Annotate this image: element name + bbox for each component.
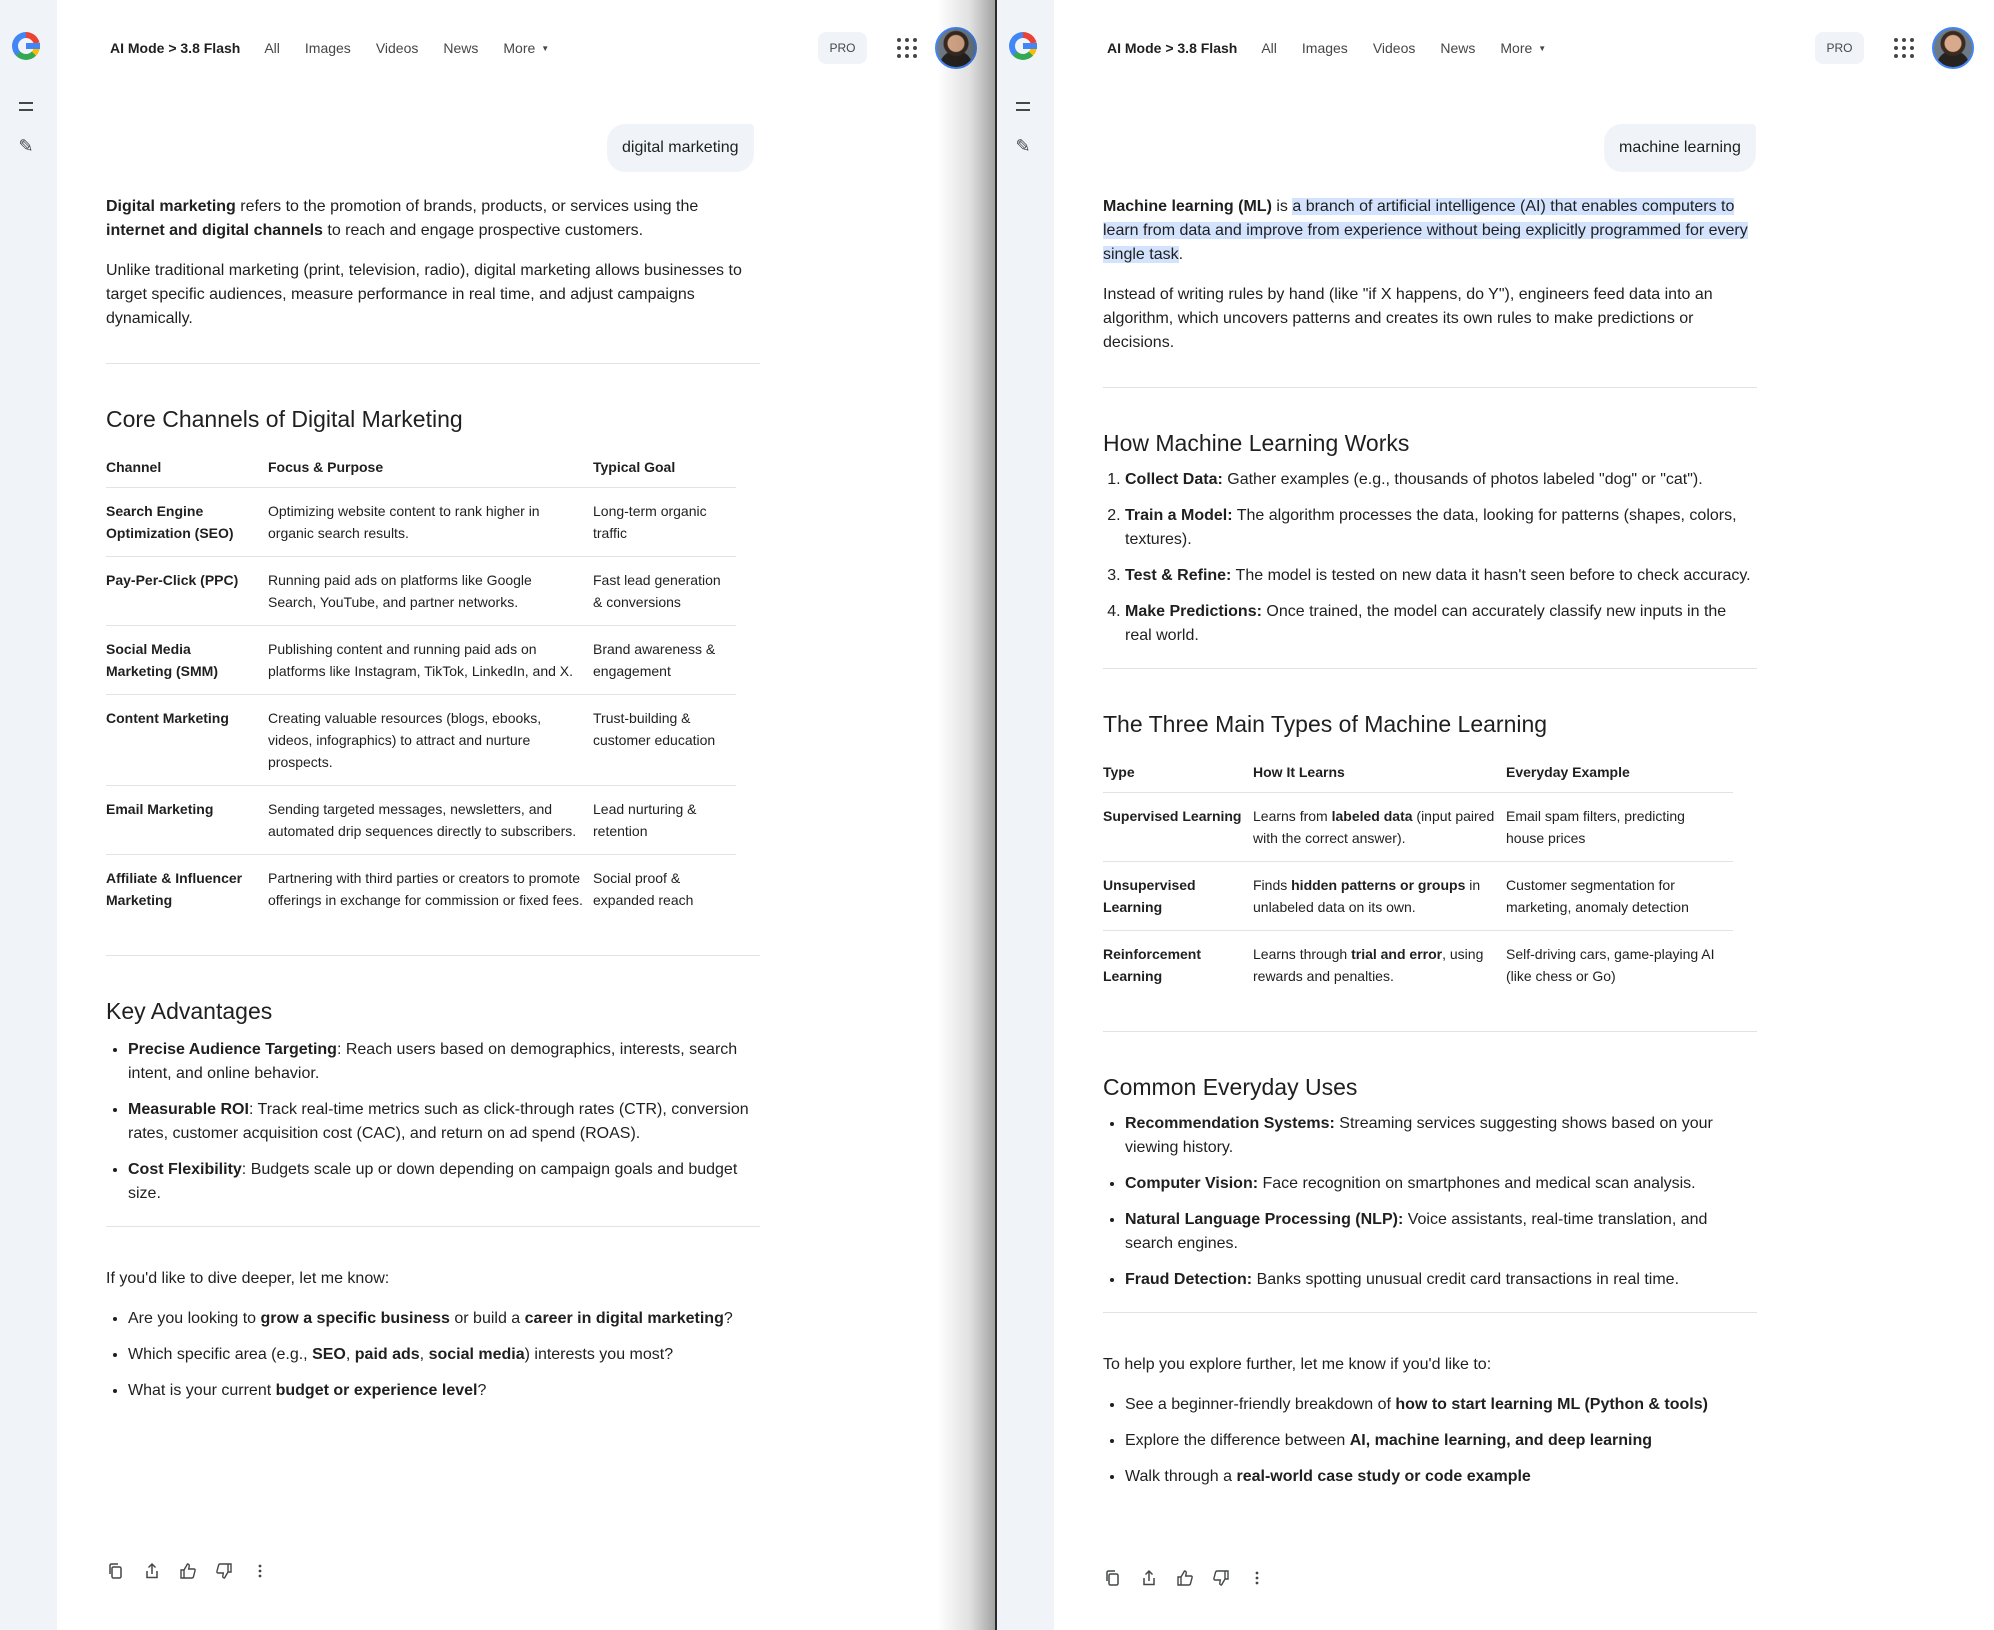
divider [1103,1031,1757,1032]
divider [1103,668,1757,669]
caret-down-icon: ▼ [1538,43,1547,53]
user-query-bubble: digital marketing [607,124,754,172]
caret-down-icon: ▼ [541,43,550,53]
intro-paragraph-2: Unlike traditional marketing (print, television, radio), digital marketing allows businesses to target specific audiences, measure performance in real time, and adjust campaigns dynamically. [106,262,742,327]
tab-more-label: More [503,40,536,56]
tab-videos[interactable]: Videos [375,40,419,56]
intro-paragraph: Machine learning (ML) is a branch of artificial intelligence (AI) that enables computers to learn from data and improve from experience without being explicitly programmed for every single task. [1103,198,1748,263]
tab-images[interactable]: Images [1301,40,1348,56]
new-chat-icon[interactable]: ✎ [18,135,34,156]
more-vert-icon[interactable] [1246,1567,1268,1589]
answer-content [106,195,760,1415]
tab-videos[interactable]: Videos [1372,40,1416,56]
copy-icon[interactable] [105,1560,127,1582]
list-item: • Walk through a real-world case study or code example [1125,1465,1757,1489]
table-row: Supervised Learning Learns from labeled data (input paired with the correct answer). Email spam filters, predicting house prices [1103,793,1733,862]
section-heading: Common Everyday Uses [1103,1074,1358,1100]
thumbs-down-icon[interactable] [1210,1567,1232,1589]
highlighted-definition: a branch of artificial intelligence (AI) that enables computers to learn from data and improve from experience without being explicitly programmed for every single task [1103,198,1748,263]
tab-all[interactable]: All [264,40,280,56]
list-item: • Measurable ROI: Track real-time metrics such as click-through rates (CTR), conversion rates, customer acquisition cost (CAC), and return on ad spend (ROAS). [128,1098,760,1146]
advantages-list [128,1038,760,1206]
divider [106,1226,760,1227]
list-item: • Which specific area (e.g., SEO, paid ads, social media) interests you most? [128,1343,760,1367]
tab-news[interactable]: News [1440,40,1476,56]
table-row: Pay-Per-Click (PPC) Running paid ads on platforms like Google Search, YouTube, and partner networks. Fast lead generation & conversions [106,557,736,626]
avatar[interactable] [1932,27,1974,69]
mode-breadcrumb[interactable]: AI Mode > 3.8 Flash [1107,40,1238,56]
channels-table [106,456,736,923]
tab-news[interactable]: News [443,40,479,56]
google-logo-icon[interactable] [12,32,40,60]
new-chat-icon[interactable]: ✎ [1015,135,1031,156]
table-row: Unsupervised Learning Finds hidden patterns or groups in unlabeled data on its own. Customer segmentation for marketing, anomaly detection [1103,862,1733,931]
answer-content [1103,195,1757,1501]
table-row: Reinforcement Learning Learns through trial and error, using rewards and penalties. Self-driving cars, game-playing AI (like chess or Go) [1103,946,1715,984]
followup-list [1125,1393,1757,1489]
tab-images[interactable]: Images [304,40,351,56]
list-item: 1. Collect Data: Gather examples (e.g., thousands of photos labeled "dog" or "cat"). [1125,468,1757,492]
response-actions [105,1560,271,1582]
table-row: Email Marketing Sending targeted messages, newsletters, and automated drip sequences directly to subscribers. Lead nurturing & retention [106,786,736,855]
table-header-row: Channel Focus & Purpose Typical Goal [106,456,736,488]
tab-more[interactable] [1500,40,1546,56]
copy-icon[interactable] [1102,1567,1124,1589]
divider [1103,1312,1757,1313]
side-rail [0,0,57,1630]
uses-list [1125,1112,1757,1292]
divider [1103,387,1757,388]
mode-breadcrumb[interactable]: AI Mode > 3.8 Flash [110,40,241,56]
list-item: • Cost Flexibility: Budgets scale up or down depending on campaign goals and budget size. [128,1158,760,1206]
list-item: • Computer Vision: Face recognition on smartphones and medical scan analysis. [1125,1172,1757,1196]
list-item: • Natural Language Processing (NLP): Voice assistants, real-time translation, and search engines. [1125,1208,1757,1256]
pro-badge[interactable]: PRO [1815,32,1864,64]
right-window [997,0,1994,1630]
list-item: • Are you looking to grow a specific business or build a career in digital marketing? [128,1307,760,1331]
table-row: Content Marketing Creating valuable resources (blogs, ebooks, videos, infographics) to attract and nurture prospects. Trust-building & customer education [106,695,736,786]
top-nav [110,36,574,60]
side-rail [997,0,1054,1630]
menu-icon[interactable] [1011,94,1035,118]
section-heading: The Three Main Types of Machine Learning [1103,711,1548,737]
divider [106,363,760,364]
pro-badge[interactable]: PRO [818,32,867,64]
apps-grid-icon[interactable] [1894,38,1914,58]
table-header-row: Type How It Learns Everyday Example [1103,761,1733,793]
list-item: • Precise Audience Targeting: Reach users based on demographics, interests, search intent, and online behavior. [128,1038,760,1086]
tab-all[interactable]: All [1261,40,1277,56]
list-item: 3. Test & Refine: The model is tested on new data it hasn't seen before to check accuracy. [1125,564,1757,588]
section-heading: How Machine Learning Works [1103,430,1410,456]
share-icon[interactable] [1138,1567,1160,1589]
apps-grid-icon[interactable] [897,38,917,58]
tab-more-label: More [1500,40,1533,56]
list-item: • See a beginner-friendly breakdown of how to start learning ML (Python & tools) [1125,1393,1757,1417]
user-query-bubble: machine learning [1604,124,1756,172]
ml-types-table [1103,761,1733,999]
divider [106,955,760,956]
steps-list [1125,468,1757,648]
list-item: • Fraud Detection: Banks spotting unusual credit card transactions in real time. [1125,1268,1757,1292]
thumbs-down-icon[interactable] [213,1560,235,1582]
table-row: Search Engine Optimization (SEO) Optimizing website content to rank higher in organic search results. Long-term organic traffic [106,488,736,557]
list-item: • What is your current budget or experience level? [128,1379,760,1403]
list-item: 4. Make Predictions: Once trained, the model can accurately classify new inputs in the real world. [1125,600,1757,648]
tab-more[interactable] [503,40,549,56]
top-nav [1107,36,1571,60]
avatar[interactable] [935,27,977,69]
list-item: 2. Train a Model: The algorithm processes the data, looking for patterns (shapes, colors, textures). [1125,504,1757,552]
menu-icon[interactable] [14,94,38,118]
thumbs-up-icon[interactable] [177,1560,199,1582]
table-row: Social Media Marketing (SMM) Publishing content and running paid ads on platforms like Instagram, TikTok, LinkedIn, and X. Brand awareness & engagement [106,626,736,695]
response-actions [1102,1567,1268,1589]
section-heading: Core Channels of Digital Marketing [106,406,463,432]
section-heading: Key Advantages [106,998,273,1024]
table-row: Affiliate & Influencer Marketing Partnering with third parties or creators to promote offerings in exchange for commission or fixed fees. Social proof & expanded reach [106,870,694,908]
list-item: • Recommendation Systems: Streaming services suggesting shows based on your viewing history. [1125,1112,1757,1160]
followup-list [128,1307,760,1403]
share-icon[interactable] [141,1560,163,1582]
thumbs-up-icon[interactable] [1174,1567,1196,1589]
list-item: • Explore the difference between AI, machine learning, and deep learning [1125,1429,1757,1453]
followup-lead: To help you explore further, let me know if you'd like to: [1103,1356,1492,1373]
intro-paragraph-2: Instead of writing rules by hand (like "if X happens, do Y"), engineers feed data into an algorithm, which uncovers patterns and creates its own rules to make predictions or decisions. [1103,286,1713,351]
more-vert-icon[interactable] [249,1560,271,1582]
google-logo-icon[interactable] [1009,32,1037,60]
intro-paragraph: Digital marketing refers to the promotion of brands, products, or services using the internet and digital channels to reach and engage prospective customers. [106,198,699,239]
followup-lead: If you'd like to dive deeper, let me know: [106,1270,390,1287]
